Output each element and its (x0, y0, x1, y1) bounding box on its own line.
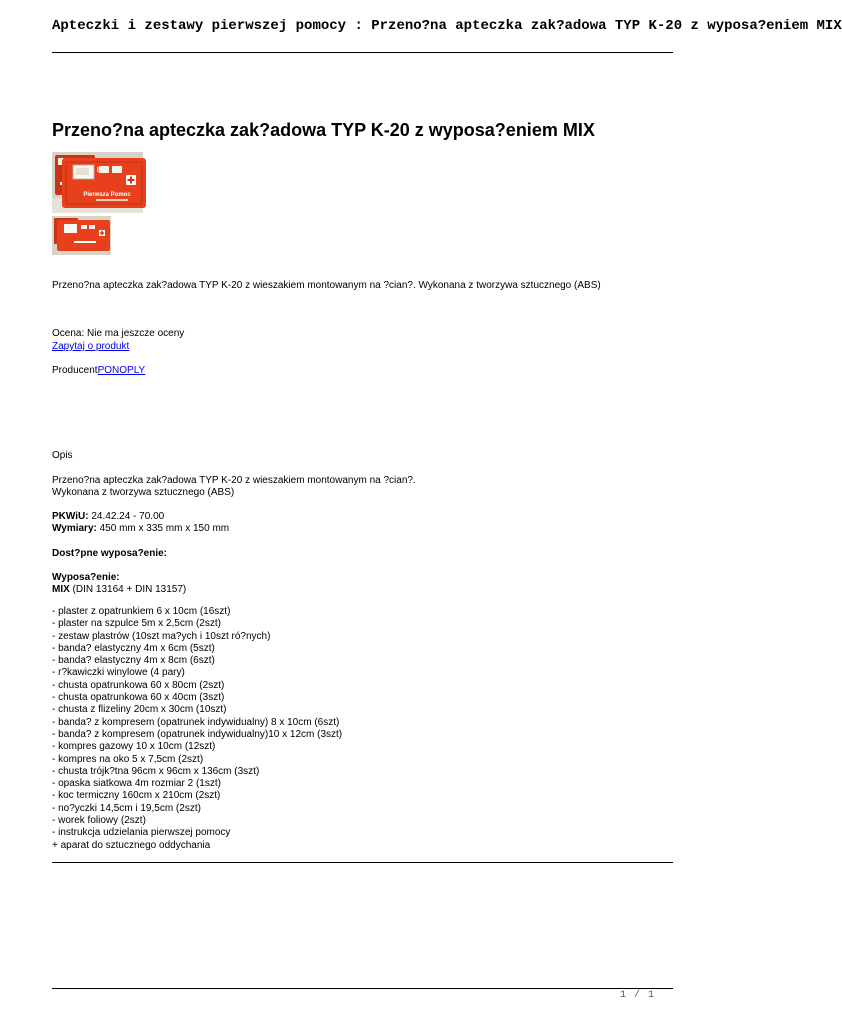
list-item: + aparat do sztucznego oddychania (52, 839, 211, 851)
rating-text: Ocena: Nie ma jeszcze oceny (52, 328, 185, 339)
pkwiu-value: 24.42.24 - 70.00 (88, 511, 165, 522)
equipment-heading: Wyposa?enie: (52, 572, 120, 583)
mix-label: MIX (52, 584, 70, 595)
list-item: - zestaw plastrów (10szt ma?ych i 10szt ró?nych) (52, 630, 271, 642)
list-item: - koc termiczny 160cm x 210cm (2szt) (52, 790, 221, 802)
pkwiu-label: PKWiU: (52, 511, 89, 522)
list-item: - kompres na oko 5 x 7,5cm (2szt) (52, 753, 204, 765)
dimensions-label: Wymiary: (52, 523, 97, 534)
box-label-text: Pierwsza Pomoc (83, 192, 131, 198)
ask-about-product-link[interactable]: Zapytaj o produkt (52, 341, 130, 352)
dimensions-value: 450 mm x 335 mm x 150 mm (96, 523, 230, 534)
short-description: Przeno?na apteczka zak?adowa TYP K-20 z wieszakiem montowanym na ?cian?. Wykonana z tworzywa sztucznego (ABS) (52, 280, 601, 291)
list-item: - chusta opatrunkowa 60 x 40cm (3szt) (52, 692, 225, 704)
header-rule (52, 52, 673, 53)
description-heading: Opis (52, 450, 73, 461)
description-line-2: Wykonana z tworzywa sztucznego (ABS) (52, 487, 235, 498)
footer-rule (52, 988, 673, 989)
list-item: - plaster na szpulce 5m x 2,5cm (2szt) (52, 618, 221, 630)
page-number: 1 / 1 (619, 990, 655, 1001)
product-thumbnail-image[interactable] (52, 216, 111, 255)
document-header-title: Apteczki i zestawy pierwszej pomocy : Przeno?na apteczka zak?adowa TYP K-20 z wyposa?eniem MIX (52, 18, 842, 34)
list-item: - banda? elastyczny 4m x 6cm (5szt) (52, 642, 215, 654)
available-equipment-heading: Dost?pne wyposa?enie: (52, 548, 168, 559)
list-item: - kompres gazowy 10 x 10cm (12szt) (52, 741, 216, 753)
list-item: - r?kawiczki winylowe (4 pary) (52, 667, 185, 679)
description-line-1: Przeno?na apteczka zak?adowa TYP K-20 z wieszakiem montowanym na ?cian?. (52, 475, 416, 486)
content-end-rule (52, 862, 673, 863)
list-item: - no?yczki 14,5cm i 19,5cm (2szt) (52, 802, 201, 814)
mix-line (52, 584, 186, 596)
list-item: - instrukcja udzielania pierwszej pomocy (52, 827, 231, 839)
equipment-list (52, 606, 342, 852)
list-item: - banda? elastyczny 4m x 8cm (6szt) (52, 655, 215, 667)
producer-label: Producent (52, 365, 98, 376)
list-item: - banda? z kompresem (opatrunek indywidualny)10 x 12cm (3szt) (52, 728, 343, 740)
dimensions-line (52, 523, 229, 535)
list-item: - opaska siatkowa 4m rozmiar 2 (1szt) (52, 778, 221, 790)
product-title: Przeno?na apteczka zak?adowa TYP K-20 z wyposa?eniem MIX (52, 120, 595, 140)
pkwiu-line (52, 511, 164, 523)
list-item: - plaster z opatrunkiem 6 x 10cm (16szt) (52, 606, 231, 617)
producer-line (52, 365, 145, 377)
list-item: - chusta trójk?tna 96cm x 96cm x 136cm (3szt) (52, 765, 260, 777)
producer-link[interactable]: PONOPLY (97, 365, 146, 376)
mix-value: (DIN 13164 + DIN 13157) (69, 584, 187, 595)
list-item: - worek foliowy (2szt) (52, 815, 146, 827)
product-main-image[interactable] (52, 152, 143, 213)
list-item: - chusta opatrunkowa 60 x 80cm (2szt) (52, 679, 225, 691)
list-item: - chusta z flizeliny 20cm x 30cm (10szt) (52, 704, 227, 716)
list-item: - banda? z kompresem (opatrunek indywidualny) 8 x 10cm (6szt) (52, 716, 340, 728)
